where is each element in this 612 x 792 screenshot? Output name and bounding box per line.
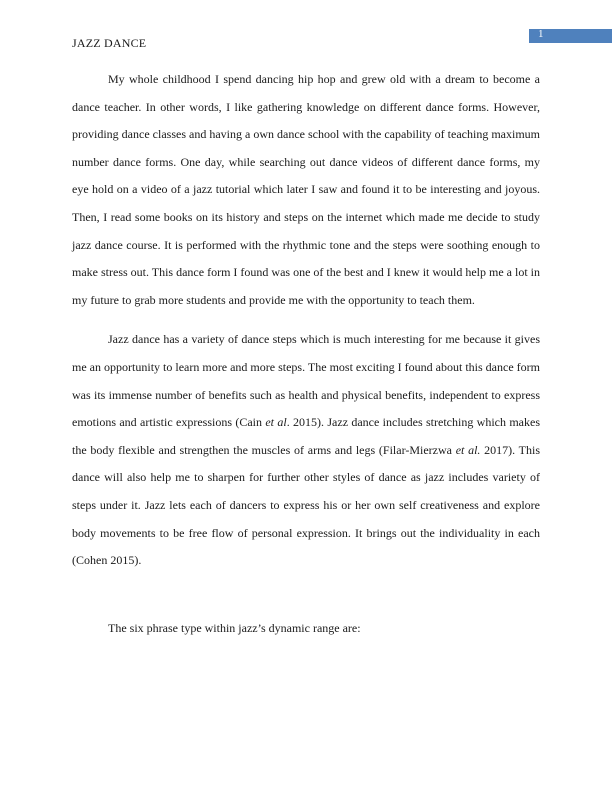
paragraph-1: My whole childhood I spend dancing hip hop and grew old with a dream to become a dance teacher. In other words, I like gathering knowledge on different dance forms. However, providing dance classes and having a own dance school with the capability of teaching maximum number dance forms. One day, while searching out dance videos of different dance forms, my eye hold on a video of a jazz tutorial which later I saw and found it to be interesting and joyous. Then, I read some books on its history and steps on the internet which made me decide to study jazz dance course. It is performed with the rhythmic tone and the steps were soothing enough to make stress out. This dance form I found was one of the best and I knew it would help me a lot in my future to grab more students and provide me with the opportunity to teach them.: [72, 72, 541, 307]
paragraph-3: The six phrase type within jazz’s dynamic range are:: [108, 620, 361, 635]
paragraph-2-part-3: 2017). This dance will also help me to sharpen for further other styles of dance as jazz includes variety of steps under it. Jazz lets each of dancers to express his or her own self creativeness and explore body movements to be free flow of personal expression. It brings out the individuality in each (Cohen 2015).: [72, 442, 541, 568]
running-head: JAZZ DANCE: [72, 36, 147, 50]
paragraph-2-part-2: . 2015). Jazz dance includes stretching which makes the body flexible and strengthen the muscles of arms and legs (Filar-Mierzwa: [72, 415, 540, 457]
paragraph-2: [72, 326, 540, 574]
citation-et-al-1: et al: [265, 415, 287, 430]
paragraph-2-part-1: Jazz dance has a variety of dance steps which is much interesting for me because it gives me an opportunity to learn more and more steps. The most exciting I found about this dance form was its immense number of benefits such as health and physical benefits, independent to express emotions and artistic expressions (Cain: [72, 332, 540, 430]
page-number: 1: [538, 28, 544, 40]
document-body: [72, 66, 540, 654]
page-number-badge: [529, 29, 612, 43]
citation-et-al-2: et al.: [455, 442, 481, 457]
